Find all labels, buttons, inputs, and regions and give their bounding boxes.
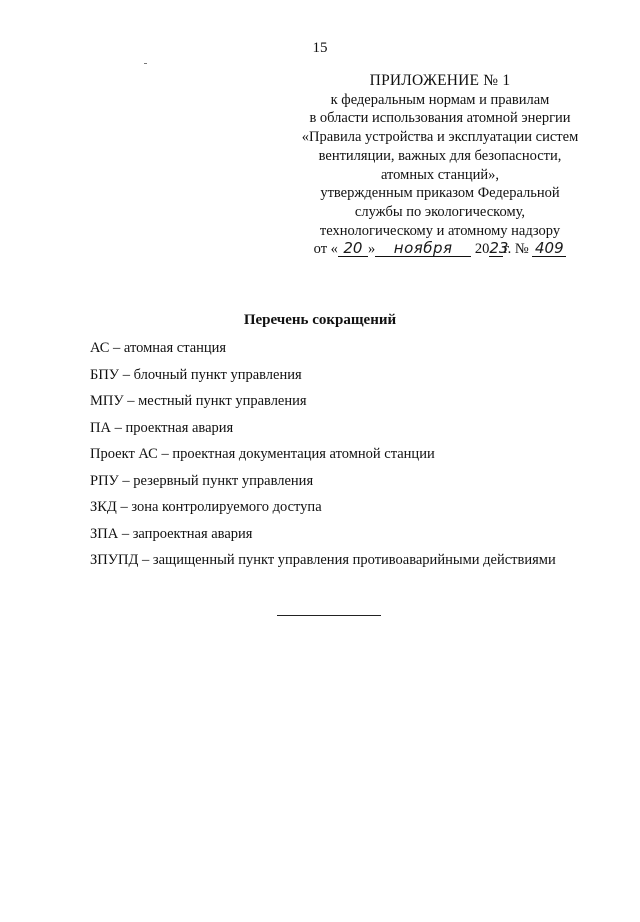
appendix-line: технологическому и атомному надзору bbox=[319, 222, 561, 239]
abbreviation-item: АС – атомная станция bbox=[90, 340, 227, 356]
end-rule-divider bbox=[277, 615, 381, 616]
abbreviation-item: ЗПА – запроектная авария bbox=[90, 525, 253, 542]
section-title: Перечень сокращений bbox=[243, 312, 397, 328]
abbreviation-item: ЗПУПД – защищенный пункт управления противоаварийными действиями bbox=[90, 552, 556, 568]
appendix-title: ПРИЛОЖЕНИЕ № 1 bbox=[369, 72, 511, 89]
handwritten-month: ноября bbox=[375, 241, 471, 257]
number-label: г. № bbox=[503, 241, 529, 258]
order-date-number-line bbox=[280, 240, 600, 259]
abbreviation-item: БПУ – блочный пункт управления bbox=[90, 366, 302, 383]
abbreviation-item: ЗКД – зона контролируемого доступа bbox=[90, 499, 322, 515]
appendix-line: к федеральным нормам и правилам bbox=[330, 91, 550, 108]
handwritten-day: 20 bbox=[338, 241, 368, 257]
appendix-line: «Правила устройства и эксплуатации систем bbox=[301, 129, 579, 146]
appendix-line: атомных станций», bbox=[380, 166, 500, 183]
abbreviation-item: РПУ – резервный пункт управления bbox=[90, 472, 314, 489]
appendix-line: утвержденным приказом Федеральной bbox=[320, 185, 560, 202]
appendix-header bbox=[280, 72, 600, 259]
date-prefix: от « bbox=[313, 241, 338, 258]
appendix-line: службы по экологическому, bbox=[354, 203, 526, 220]
page-number: 15 bbox=[312, 40, 328, 56]
appendix-line: в области использования атомной энергии bbox=[309, 110, 571, 127]
date-quote-close: » bbox=[367, 241, 376, 258]
abbreviation-item: Проект АС – проектная документация атомной станции bbox=[90, 446, 435, 462]
scan-speck bbox=[144, 63, 147, 64]
handwritten-order-number: 409 bbox=[532, 241, 566, 257]
abbreviation-item: ПА – проектная авария bbox=[90, 419, 234, 436]
abbreviation-item: МПУ – местный пункт управления bbox=[90, 393, 307, 409]
year-prefix: 20 bbox=[474, 241, 490, 258]
handwritten-year: 23 bbox=[489, 239, 509, 258]
abbreviations-list bbox=[90, 338, 556, 577]
appendix-line: вентиляции, важных для безопасности, bbox=[318, 147, 562, 164]
